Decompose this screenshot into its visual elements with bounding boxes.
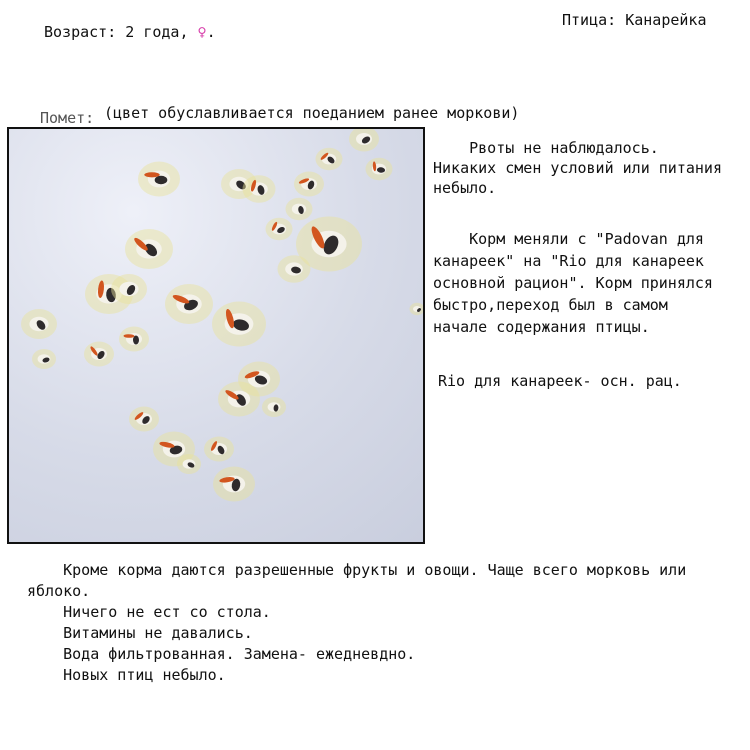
dropping-spot [286,198,313,221]
dropping-spot [218,382,260,417]
dropping-spot [119,327,149,352]
dropping-spot [410,303,424,316]
current-feed-note: Rio для канареек- осн. рац. [438,372,682,390]
dropping-spot [165,284,213,324]
dropping-spot [294,172,324,197]
dropping-spot [366,158,393,181]
dropping-spot [316,148,343,171]
dropping-spot [84,342,114,367]
dropping-spot [266,218,293,241]
dropping-spot [125,229,173,269]
dropping-spot [349,129,379,152]
dropping-spot [213,467,255,502]
droppings-photo [7,127,425,544]
vomit-note: Рвоты не наблюдалось. Никаких смен условий или питания небыло. [433,139,722,197]
dropping-spot [111,274,147,304]
droppings-photo-image [9,129,423,542]
age-text [44,21,216,43]
dropping-spot [32,349,56,369]
care-notes: Кроме корма даются разрешенные фрукты и овощи. Чаще всего морковь или яблоко. Ничего не ест со стола. Витамины не давались. Вода фильтрованная. Замена- ежедневдно. Новых птиц небыло. [27,561,687,684]
dropping-spot [129,407,159,432]
bird-species: Птица: Канарейка [562,11,707,29]
dropping-spot [21,309,57,339]
dropping-spot [177,454,201,474]
droppings-label: Помет: [40,109,95,127]
dropping-spot [138,162,180,197]
female-symbol-icon: ♀ [197,23,207,41]
droppings-note: (цвет обуславливается поеданием ранее моркови) [104,104,520,122]
age-value: Возраст: 2 года, [44,23,198,41]
dropping-spot [262,397,286,417]
dropping-spot [278,255,311,283]
age-end: . [206,23,216,41]
dropping-spot [204,437,234,462]
dropping-spot [243,175,276,203]
feed-change-note: Корм меняли с "Padovan для канареек" на "Rio для канареек основной рацион". Корм принялся быстро,переход был в самом начале содержания птицы. [433,230,713,336]
dropping-spot [212,302,266,347]
